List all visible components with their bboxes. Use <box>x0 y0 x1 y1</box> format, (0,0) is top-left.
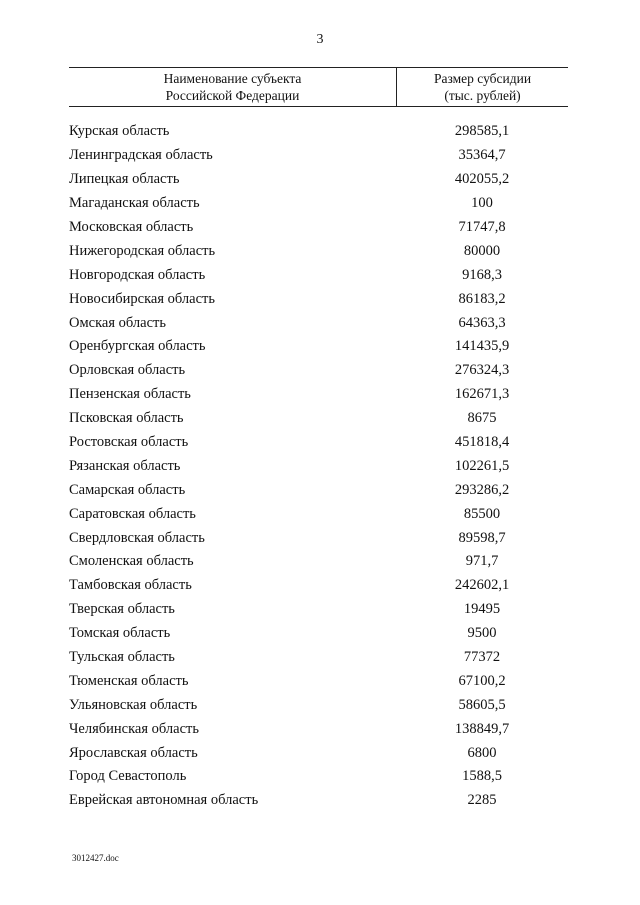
header-subject-name-line1: Наименование субъекта <box>163 71 302 86</box>
subsidy-amount: 9168,3 <box>462 266 502 283</box>
subsidy-amount: 64363,3 <box>458 314 506 331</box>
region-name: Рязанская область <box>69 457 181 474</box>
subsidy-amount: 9500 <box>467 625 497 642</box>
subsidy-amount: 102261,5 <box>454 457 510 474</box>
table-row <box>69 359 568 383</box>
region-name: Ленинградская область <box>69 147 213 164</box>
table-row <box>69 693 568 717</box>
subsidy-amount: 71747,8 <box>458 219 506 235</box>
table-row <box>69 263 568 287</box>
table-row <box>69 168 568 192</box>
region-name: Тюменская область <box>69 672 189 689</box>
table-row <box>69 454 568 478</box>
table-row <box>69 622 568 646</box>
region-name: Смоленская область <box>69 553 194 570</box>
subsidy-amount: 276324,3 <box>454 362 510 379</box>
table-row <box>69 669 568 693</box>
region-name: Город Севастополь <box>69 768 187 785</box>
table-row <box>69 216 568 240</box>
table-row <box>69 789 568 813</box>
subsidy-amount: 8675 <box>467 410 497 427</box>
table-row <box>69 741 568 765</box>
region-name: Новосибирская область <box>69 290 215 307</box>
table-row <box>69 526 568 550</box>
table-row <box>69 431 568 455</box>
footer-file-name: 3012427.doc <box>72 853 119 863</box>
header-subsidy-amount <box>397 68 568 106</box>
region-name: Тамбовская область <box>69 577 192 594</box>
region-name: Еврейская автономная область <box>69 792 259 809</box>
subsidy-amount: 6800 <box>467 744 497 761</box>
region-name: Псковская область <box>69 410 184 427</box>
table-row <box>69 383 568 407</box>
region-name: Омская область <box>69 314 166 331</box>
table-row <box>69 407 568 431</box>
table-row <box>69 287 568 311</box>
subsidy-amount: 67100,2 <box>458 672 506 689</box>
header-subsidy-amount-line2: (тыс. рублей) <box>444 88 521 103</box>
subsidy-amount: 1588,5 <box>462 768 502 785</box>
table-row <box>69 765 568 789</box>
region-name: Саратовская область <box>69 505 196 522</box>
subsidy-amount: 293286,2 <box>454 481 510 498</box>
region-name: Новгородская область <box>69 266 206 283</box>
region-name: Орловская область <box>69 362 186 379</box>
region-name: Тверская область <box>69 601 175 618</box>
region-name: Тульская область <box>69 649 175 666</box>
region-name: Свердловская область <box>69 529 205 546</box>
header-subject-name-line2: Российской Федерации <box>165 88 300 103</box>
table-row <box>69 192 568 216</box>
subsidy-amount: 402055,2 <box>454 171 510 188</box>
region-name: Магаданская область <box>69 195 200 212</box>
subsidy-amount: 85500 <box>463 505 501 522</box>
subsidy-amount: 451818,4 <box>454 434 510 451</box>
region-name: Томская область <box>69 625 171 642</box>
region-name: Московская область <box>69 219 194 235</box>
subsidy-amount: 141435,9 <box>454 338 510 355</box>
subsidy-amount: 138849,7 <box>454 720 510 737</box>
table-row <box>69 335 568 359</box>
region-name: Ульяновская область <box>69 696 198 713</box>
table-row <box>69 550 568 574</box>
subsidy-amount: 19495 <box>463 601 501 618</box>
subsidy-amount: 242602,1 <box>454 577 510 594</box>
subsidy-amount: 162671,3 <box>454 386 510 403</box>
region-name: Оренбургская область <box>69 338 206 355</box>
subsidy-amount: 971,7 <box>465 553 499 570</box>
subsidy-amount: 35364,7 <box>458 147 506 164</box>
subsidy-amount: 298585,1 <box>454 123 510 140</box>
region-name: Курская область <box>69 123 170 140</box>
table-row <box>69 311 568 335</box>
subsidy-amount: 89598,7 <box>458 529 506 546</box>
region-name: Нижегородская область <box>69 242 216 259</box>
table-row <box>69 598 568 622</box>
region-name: Челябинская область <box>69 720 199 737</box>
table-row <box>69 144 568 168</box>
subsidy-amount: 58605,5 <box>458 696 506 713</box>
table-row <box>69 478 568 502</box>
table-body <box>69 120 568 813</box>
page-number: 3 <box>316 32 324 47</box>
table-row <box>69 574 568 598</box>
header-subject-name <box>69 68 397 106</box>
subsidy-amount: 2285 <box>467 792 497 809</box>
subsidy-amount: 80000 <box>463 242 501 259</box>
table-row <box>69 120 568 144</box>
header-subsidy-amount-line1: Размер субсидии <box>433 71 532 86</box>
subsidy-amount: 77372 <box>463 649 501 666</box>
subsidy-amount: 100 <box>471 195 493 212</box>
region-name: Ярославская область <box>69 744 198 761</box>
table-row <box>69 646 568 670</box>
subsidy-amount: 86183,2 <box>458 290 506 307</box>
region-name: Липецкая область <box>69 171 180 188</box>
table-header <box>69 67 568 107</box>
region-name: Пензенская область <box>69 386 191 403</box>
table-row <box>69 239 568 263</box>
region-name: Самарская область <box>69 481 186 498</box>
table-row <box>69 717 568 741</box>
table-row <box>69 502 568 526</box>
region-name: Ростовская область <box>69 434 189 451</box>
